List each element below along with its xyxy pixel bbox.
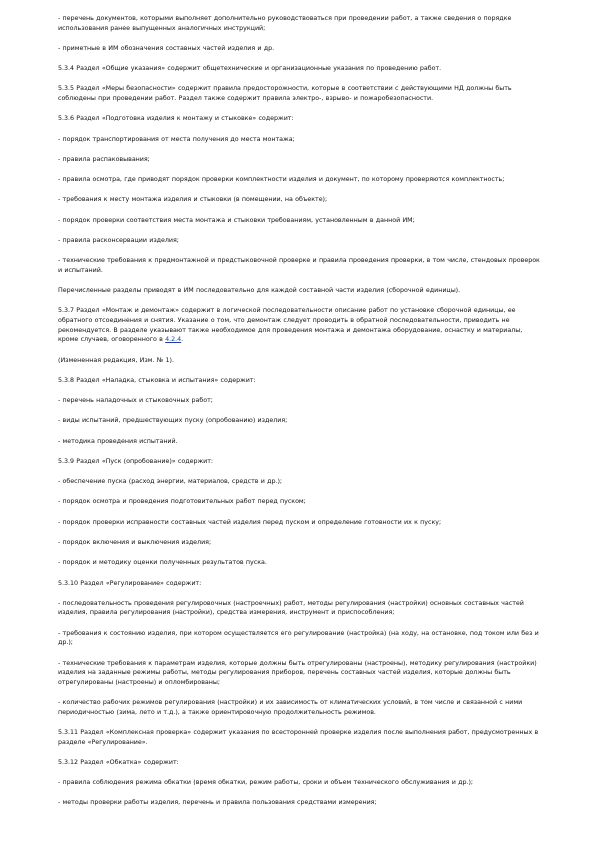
paragraph-on-off: - порядок включения и выключения изделия; (58, 539, 212, 547)
paragraph-sections-note: Перечисленные разделы приводят в ИМ последовательно для каждой составной части изделия (сборочной единицы). (58, 287, 461, 295)
paragraph-adjustment-works: - перечень наладочных и стыковочных работ; (58, 397, 213, 405)
paragraph-running-in-mode: - правила соблюдения режима обкатки (время обкатки, режим работы, сроки и объем технического обслуживания и др.); (58, 779, 474, 787)
paragraph-5-3-9: 5.3.9 Раздел «Пуск (опробование)» содержит: (58, 457, 213, 465)
paragraph-5-3-7-end: . (181, 336, 184, 344)
clause-4-2-4-link[interactable]: 4.2.4 (165, 336, 182, 344)
paragraph-regulation-parameters: - технические требования к параметрам изделия, которые должны быть отрегулированы (настроены), методику регулирования (настройки) изделия на заданные режимы работы, методы регулирования приборов, перечень составных частей изделия, которые должны быть отрегулированы (настроены) и опломбированы; (58, 659, 537, 686)
paragraph-amendment-note: (Измененная редакция, Изм. № 1). (58, 356, 174, 364)
paragraph-transport: - порядок транспортирования от места получения до места монтажа; (58, 135, 295, 143)
paragraph-5-3-7 (58, 306, 544, 344)
paragraph-site-requirements: - требования к месту монтажа изделия и стыковки (в помещении, на объекте); (58, 196, 328, 204)
paragraph-results-evaluation: - порядок и методику оценки полученных результатов пуска. (58, 559, 267, 567)
paragraph-test-types: - виды испытаний, предшествующих пуску (опробованию) изделия; (58, 417, 288, 425)
paragraph-regulation-state: - требования к состоянию изделия, при котором осуществляется его регулирование (настройка) (на ходу, на остановке, под током или без и др.); (58, 629, 539, 647)
paragraph-5-3-12: 5.3.12 Раздел «Обкатка» содержит: (58, 758, 179, 766)
paragraph-5-3-10: 5.3.10 Раздел «Регулирование» содержит: (58, 579, 202, 587)
paragraph-test-methods: - методика проведения испытаний. (58, 437, 178, 445)
paragraph-start-provision: - обеспечение пуска (расход энергии, материалов, средств и др.); (58, 478, 283, 486)
paragraph-5-3-11: 5.3.11 Раздел «Комплексная проверка» содержит указания по всесторонней проверке изделия после выполнения работ, предусмотренных в разделе «Регулирование». (58, 728, 539, 746)
document-page (58, 14, 544, 819)
paragraph-check-methods: - методы проверки работы изделия, перечень и правила пользования средствами измерения; (58, 799, 377, 807)
paragraph-designations: - приметные в ИМ обозначения составных частей изделия и др. (58, 44, 275, 52)
paragraph-regulation-sequence: - последовательность проведения регулировочных (настроечных) работ, методы регулирования (настройки) основных составных частей изделия, правила регулирования (настройки), средства измерения, инструмент и приспособления; (58, 599, 524, 617)
paragraph-documents-list: - перечень документов, которыми выполняет дополнительно руководствоваться при проведении работ, а также сведения о порядке использования ранее выпущенных аналогичных инструкций; (58, 15, 512, 32)
paragraph-5-3-7-text: 5.3.7 Раздел «Монтаж и демонтаж» содержит в логической последовательности описание работ по установке сборочной единицы, ее обратного отсоединения и снятия. Указание о том, что демонтаж следует проводить в обратной последовательности, приводить не рекомендуется. В разделе указывают также необходимое для проведения монтажа и демонтажа оборудование, оснастку и материалы, кроме случаев, оговоренного в (58, 307, 523, 344)
paragraph-regulation-modes: - количество рабочих режимов регулирования (настройки) и их зависимость от климатических условий, в том числе и связанной с ними периодичностью (зима, лето и т.д.), а также ориентировочную продолжительность режимов. (58, 699, 523, 716)
paragraph-inspection: - правила осмотра, где приводят порядок проверки комплектности изделия и документ, по которому проверяются комплектность; (58, 176, 505, 184)
paragraph-parts-check: - порядок проверки исправности составных частей изделия перед пуском и определение готовности их к пуску; (58, 518, 442, 526)
paragraph-site-check: - порядок проверки соответствия места монтажа и стыковки требованиям, установленным в данной ИМ; (58, 216, 415, 224)
paragraph-5-3-6: 5.3.6 Раздел «Подготовка изделия к монтажу и стыковке» содержит: (58, 115, 294, 123)
paragraph-5-3-5: 5.3.5 Раздел «Меры безопасности» содержит правила предосторожности, которые в соответствии с действующими НД должны быть соблюдены при проведении работ. Раздел также содержит правила электро-, взрыво- и пожаробезопасности. (58, 85, 512, 103)
paragraph-5-3-4: 5.3.4 Раздел «Общие указания» содержит общетехнические и организационные указания по проведению работ. (58, 65, 442, 73)
paragraph-depreservation: - правила расконсервации изделия; (58, 237, 179, 244)
paragraph-unpacking: - правила распаковывания; (58, 155, 150, 163)
paragraph-prestart-inspection: - порядок осмотра и проведения подготовительных работ перед пуском; (58, 498, 306, 506)
paragraph-pre-checks: - технические требования к предмонтажной и предстыковочной проверке и правила проведения проверки, в том числе, стендовых проверок и испытаний. (58, 257, 540, 274)
paragraph-5-3-8: 5.3.8 Раздел «Наладка, стыковка и испытания» содержит: (58, 376, 256, 384)
